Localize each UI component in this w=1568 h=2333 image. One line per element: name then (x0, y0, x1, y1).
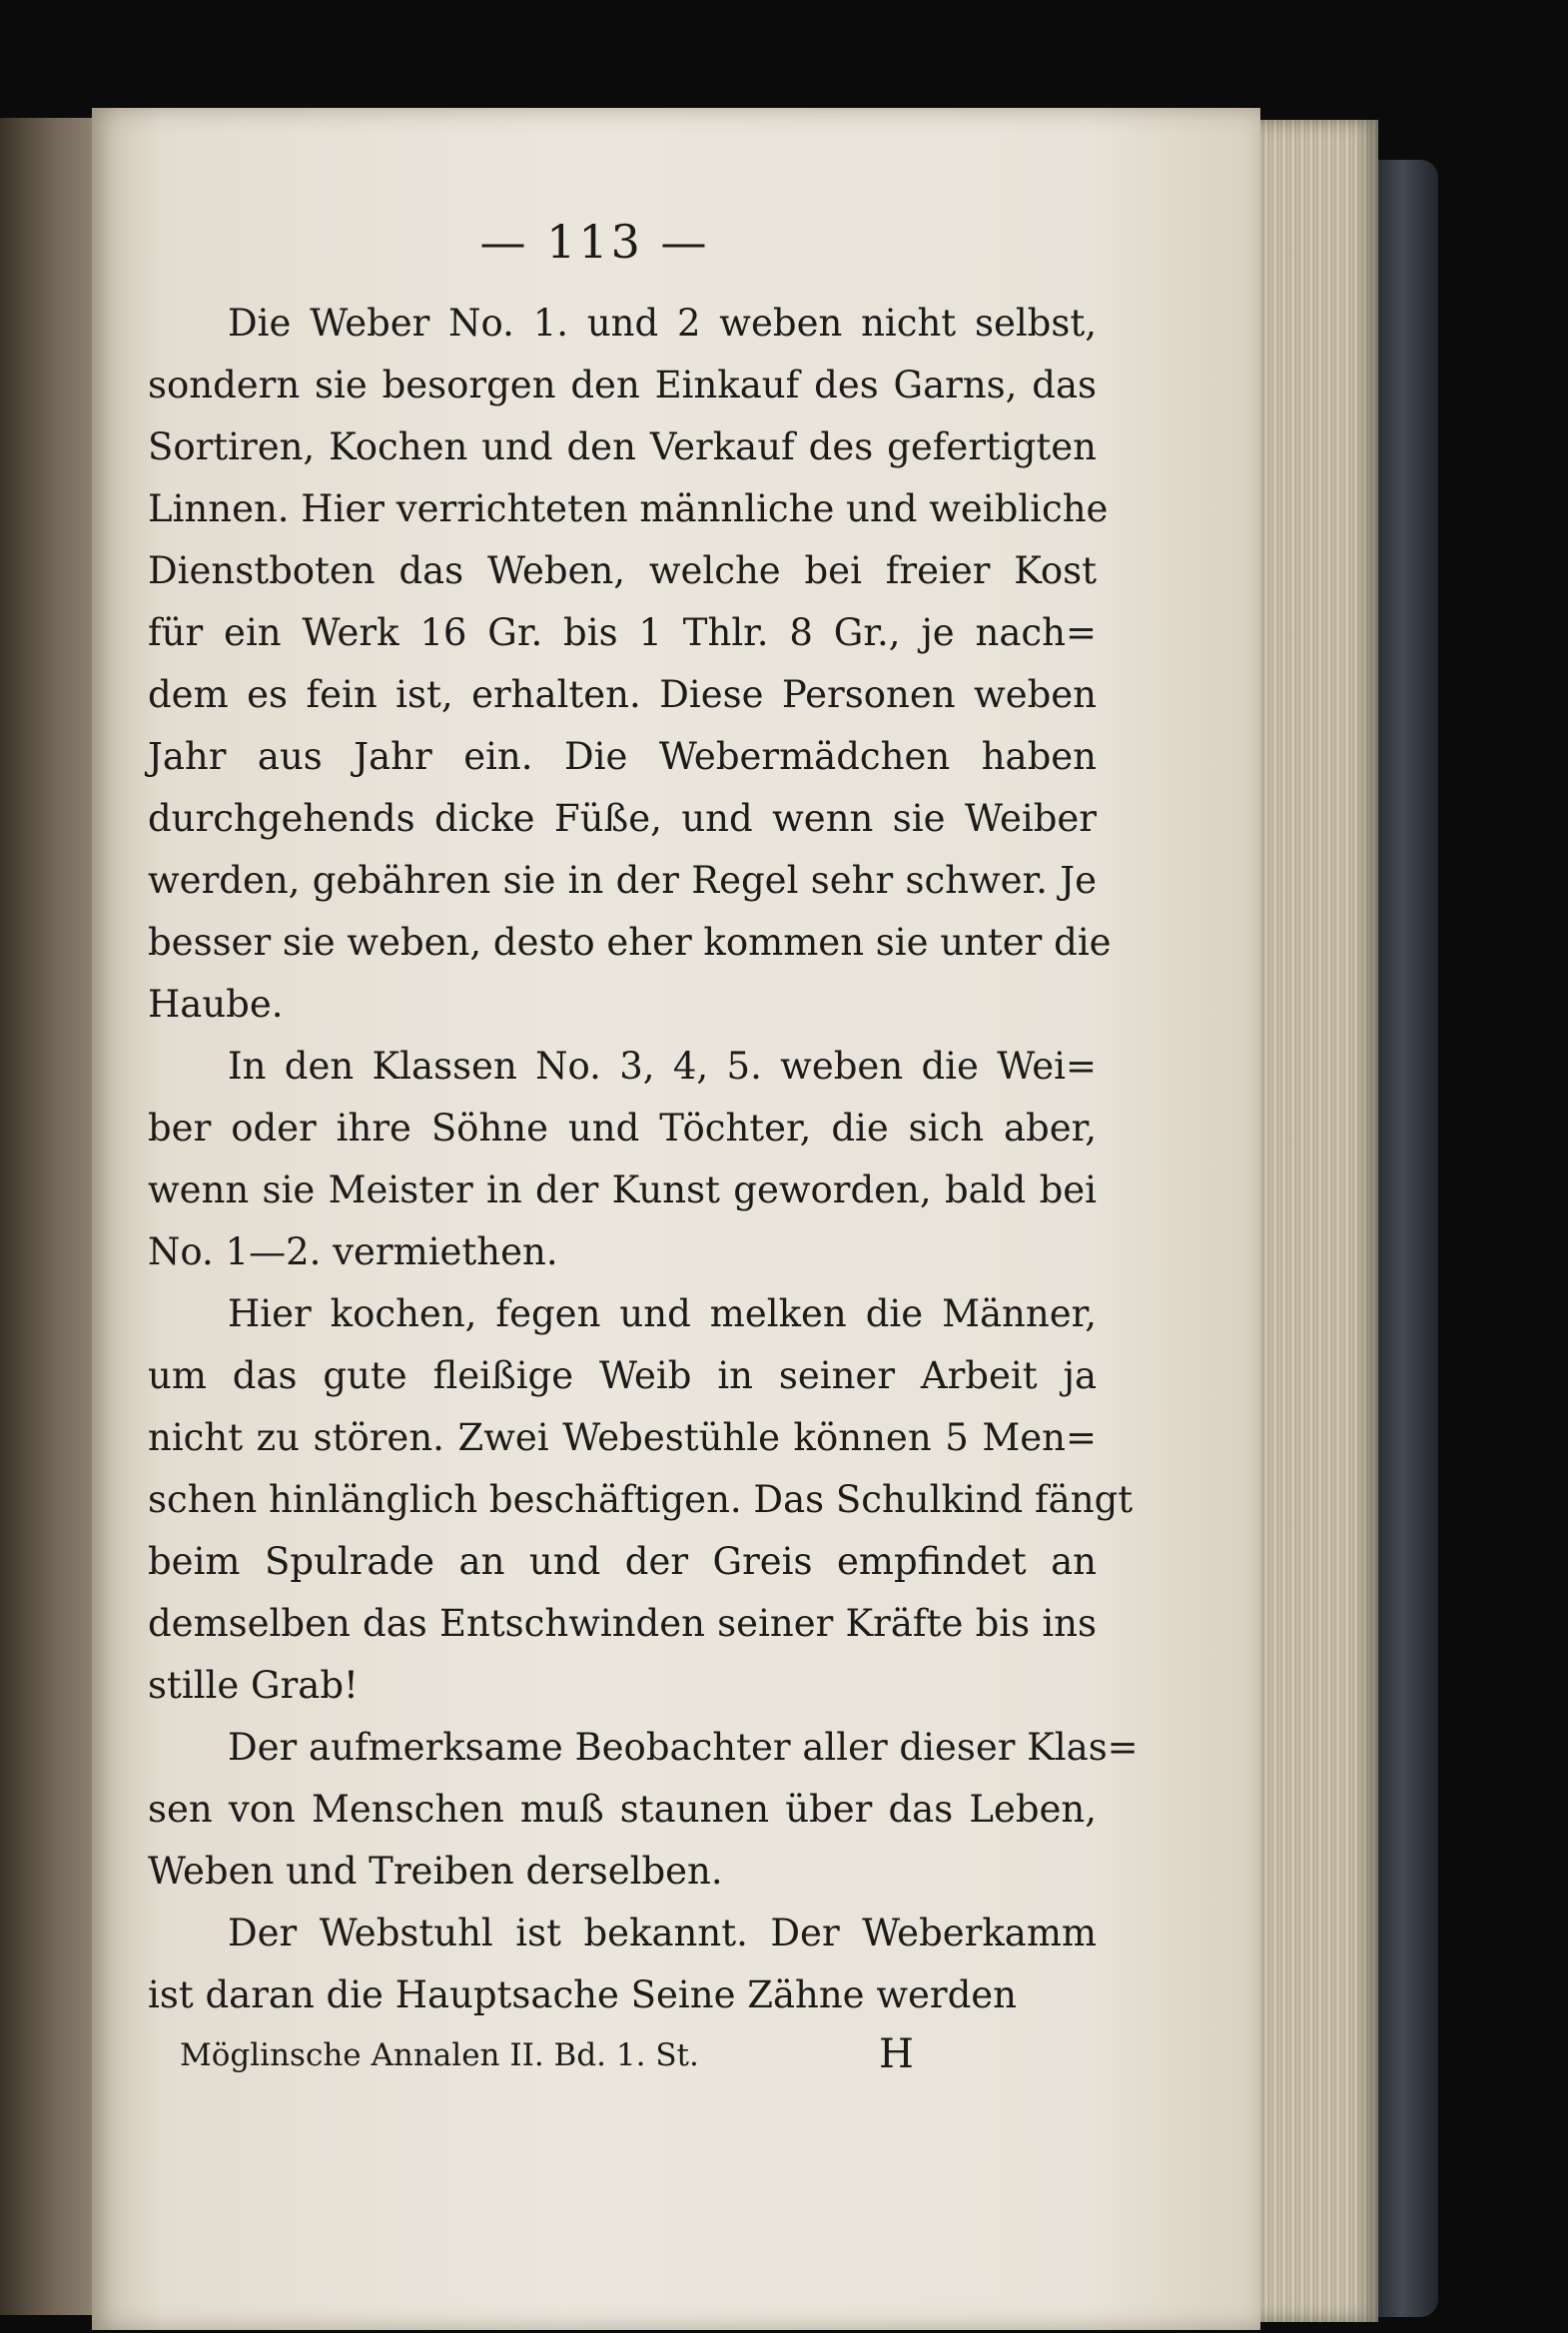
paragraph (148, 1717, 1139, 1903)
text-line: Jahr aus Jahr ein. Die Webermädchen haben (148, 735, 1097, 778)
text-line: Hier kochen, fegen und melken die Männer, (228, 1292, 1097, 1335)
text-line: Linnen. Hier verrichteten männliche und weibliche (148, 487, 1109, 530)
page-number: — 113 — (479, 215, 710, 269)
text-line: Weben und Treiben derselben. (148, 1850, 723, 1893)
paragraph (148, 293, 1112, 1036)
text-line: nicht zu stören. Zwei Webestühle können 5 Men= (148, 1416, 1097, 1459)
text-line: dem es fein ist, erhalten. Diese Personen weben (148, 673, 1097, 716)
page-footer (180, 2031, 939, 2077)
text-line: durchgehends dicke Füße, und wenn sie Weiber (148, 797, 1097, 840)
text-line: ist daran die Hauptsache Seine Zähne werden (148, 1973, 1017, 2016)
text-line: schen hinlänglich beschäftigen. Das Schulkind fängt (148, 1478, 1134, 1521)
text-line: Die Weber No. 1. und 2 weben nicht selbst, (228, 302, 1097, 345)
paragraph (148, 1283, 1134, 1717)
text-line: ber oder ihre Söhne und Töchter, die sich aber, (148, 1107, 1097, 1150)
paragraph (148, 1903, 1097, 2026)
footer-source: Möglinsche Annalen II. Bd. 1. St. (180, 2037, 699, 2073)
page-text (148, 215, 1139, 2026)
text-line: sondern sie besorgen den Einkauf des Garns, das (148, 364, 1097, 406)
text-line: Der aufmerksame Beobachter aller dieser Klas= (228, 1726, 1139, 1769)
text-line: Der Webstuhl ist bekannt. Der Weberkamm (228, 1912, 1097, 1954)
page-stack-edges (1260, 120, 1378, 2322)
paragraphs (148, 293, 1139, 2026)
text-line: werden, gebähren sie in der Regel sehr schwer. Je (148, 859, 1097, 902)
text-line: besser sie weben, desto eher kommen sie unter die (148, 921, 1112, 964)
text-line: Sortiren, Kochen und den Verkauf des gefertigten (148, 425, 1097, 468)
text-line: demselben das Entschwinden seiner Kräfte bis ins (148, 1602, 1097, 1645)
text-line: für ein Werk 16 Gr. bis 1 Thlr. 8 Gr., je nach= (148, 611, 1097, 654)
text-line: wenn sie Meister in der Kunst geworden, bald bei (148, 1168, 1097, 1211)
paragraph (148, 1036, 1097, 1283)
text-line: beim Spulrade an und der Greis empfindet an (148, 1540, 1097, 1583)
text-line: um das gute fleißige Weib in seiner Arbeit ja (148, 1354, 1097, 1397)
text-line: sen von Menschen muß staunen über das Leben, (148, 1788, 1097, 1831)
book-cover-edge (1378, 160, 1438, 2317)
signature-mark: H (879, 2031, 914, 2077)
text-line: stille Grab! (148, 1664, 359, 1707)
text-line: In den Klassen No. 3, 4, 5. weben die Wei= (228, 1045, 1097, 1088)
text-line: No. 1—2. vermiethen. (148, 1230, 558, 1273)
left-page-edge (0, 118, 92, 2315)
text-line: Dienstboten das Weben, welche bei freier Kost (148, 549, 1097, 592)
text-line: Haube. (148, 983, 284, 1026)
